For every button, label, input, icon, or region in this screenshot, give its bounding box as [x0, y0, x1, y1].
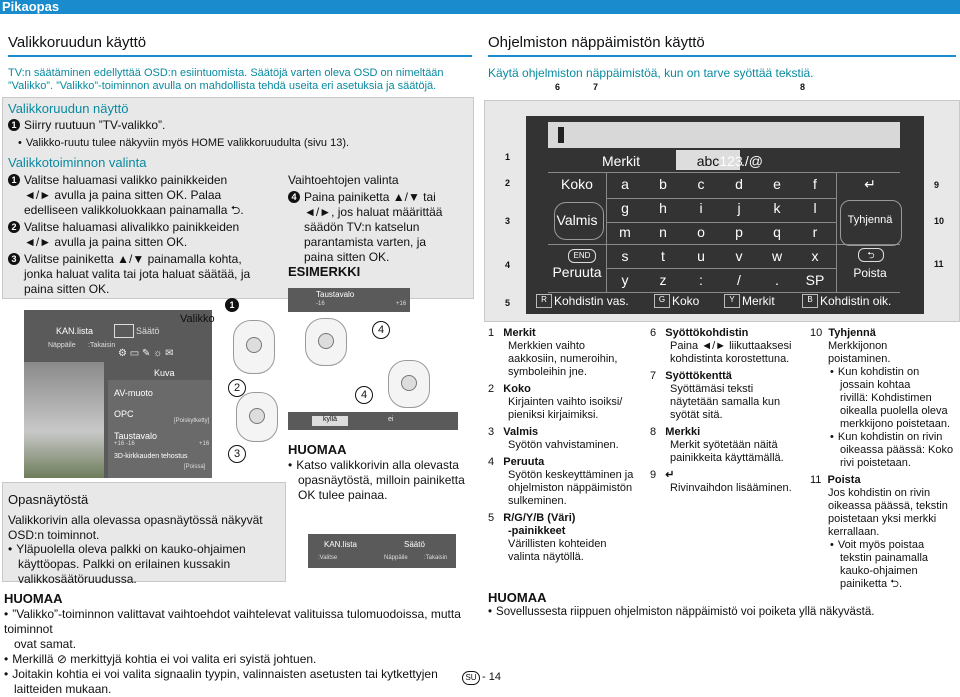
callout-number: 4	[355, 386, 373, 404]
desc-line: kerrallaan.	[828, 526, 880, 538]
callout-number: 4	[372, 321, 390, 339]
callout-1	[225, 296, 243, 314]
desc-line: sulkeminen.	[508, 495, 567, 507]
key-u[interactable]: u	[697, 248, 705, 264]
bottom-note-3a: • Joitakin kohtia ei voi valita signaalin tyypin, valinnaisten asetusten tai kytkettyjen	[4, 667, 438, 681]
kb-row-sep	[606, 198, 836, 199]
tab-symbols[interactable]: ./@	[741, 153, 763, 169]
select-title: Valikkotoiminnon valinta	[8, 155, 147, 170]
desc-line: Paina ◄/► liikuttaaksesi	[670, 340, 792, 352]
key-h[interactable]: h	[659, 200, 667, 216]
desc-line: tekstin painamalla	[840, 552, 929, 564]
desc-title: R/G/Y/B (Väri)	[503, 512, 576, 524]
right-intro: Käytä ohjelmiston näppäimistöä, kun on tarve syöttää tekstiä.	[488, 66, 814, 80]
desc-line: poistaminen.	[828, 353, 891, 365]
desc-item-4	[488, 456, 638, 469]
confirm-screen	[288, 412, 458, 430]
backlight-max: +16	[396, 301, 407, 307]
callout-number: 3	[228, 445, 246, 463]
hint-back: :Takaisin	[88, 342, 116, 349]
key-x[interactable]: x	[811, 248, 819, 264]
menu-item-picture[interactable]: Kuva	[154, 368, 175, 378]
callout-number: 2	[228, 379, 246, 397]
green-key-icon: G	[654, 294, 670, 308]
key-f[interactable]: f	[813, 176, 817, 192]
settings-icons-row: ⚙ ▭ ✎ ☼ ✉	[118, 348, 174, 359]
key-colon[interactable]: :	[699, 272, 703, 288]
desc-title: Koko	[503, 383, 531, 395]
marker-3: 3	[505, 216, 511, 226]
desc-line: Värillisten kohteiden	[508, 538, 607, 550]
yellow-key-icon: Y	[724, 294, 740, 308]
desc-num: 8	[650, 426, 657, 438]
callout-4	[372, 320, 390, 339]
key-c[interactable]: c	[697, 176, 705, 192]
ok-button-icon	[318, 333, 334, 349]
step-number-icon: 2	[8, 221, 20, 233]
step-1-line-3: edelliseen valikkoluokkaan painamalla ⮌.	[24, 203, 244, 217]
desc-title: Merkit	[503, 327, 536, 339]
desc-item-3	[488, 426, 638, 439]
note-line-2: opasnäytöstä, milloin painiketta	[298, 473, 465, 487]
backlight-screen	[288, 288, 410, 312]
desc-title: Peruuta	[503, 456, 545, 468]
ok-button-icon	[401, 375, 417, 391]
options-step-4	[288, 190, 473, 265]
step-4-line-4: parantamista varten, ja	[304, 235, 427, 249]
key-z[interactable]: z	[659, 272, 667, 288]
step-number-icon: 4	[288, 191, 300, 203]
guide-back: :Takaisin	[424, 555, 448, 561]
page-number: - 14	[482, 671, 501, 683]
step-4-line-1: Paina painiketta ▲/▼ tai	[304, 190, 436, 204]
desc-line: painiketta ⮌.	[840, 578, 903, 590]
display-bullet: • Valikko-ruutu tulee näkyviin myös HOME valikkoruudulta (sivu 13).	[18, 137, 349, 150]
key-space[interactable]: SP	[805, 272, 825, 288]
desc-num: 3	[488, 426, 495, 438]
step-number-icon: 1	[8, 174, 20, 186]
step-2-line-1: Valitse haluamasi alivalikko painikkeiden	[24, 220, 240, 234]
desc-item-7	[650, 370, 805, 383]
key-s[interactable]: s	[621, 248, 629, 264]
desc-title: -painikkeet	[508, 525, 566, 537]
key-delete[interactable]: Poista	[853, 266, 887, 280]
callout-3	[228, 444, 246, 463]
step-3-line-1: Valitse painiketta ▲/▼ painamalla kohta,	[24, 252, 242, 266]
desc-num: 6	[650, 327, 657, 339]
footer-size[interactable]: Koko	[672, 294, 700, 308]
desc-col-2	[650, 327, 805, 495]
marker-10: 10	[934, 216, 945, 226]
guide-screen	[308, 534, 456, 568]
right-note-title: HUOMAA	[488, 590, 547, 605]
left-title: Valikkoruudun käyttö	[8, 34, 147, 51]
desc-item-1	[488, 327, 638, 340]
section-title: Pikaopas	[2, 0, 60, 14]
desc-line: Merkkien vaihto	[508, 340, 586, 352]
desc-line: • Kun kohdistin on rivin	[810, 431, 960, 444]
marker-9: 9	[934, 180, 940, 190]
key-y[interactable]: y	[621, 272, 629, 288]
bottom-note-3b: laitteiden mukaan.	[14, 682, 112, 696]
back-icon: ⮌	[858, 248, 884, 262]
marker-1: 1	[505, 152, 511, 162]
key-peruuta[interactable]: Peruuta	[552, 264, 602, 280]
guide-bullet-line-1: • Yläpuolella oleva palkki on kauko-ohjaimen	[8, 542, 246, 556]
guide-bullet	[8, 542, 278, 587]
left-rule	[8, 55, 472, 57]
key-g[interactable]: g	[621, 200, 629, 216]
3d-value: [Poissa]	[184, 464, 206, 470]
bottom-note-1a: • ”Valikko”-toiminnon valittavat vaihtoehdot vaihtelevat valituissa tulomuodoissa, mutta toiminnot	[4, 607, 461, 636]
input-field[interactable]	[548, 122, 900, 148]
step-3-line-2: jonka haluat valita tai jota haluat säätää, ja	[24, 267, 251, 281]
no-button[interactable]: ei	[388, 416, 394, 423]
desc-line: pieniksi kirjaimiksi.	[508, 409, 599, 421]
desc-line: merkkijono poistetaan.	[840, 418, 951, 430]
desc-line: syötät sitä.	[670, 409, 723, 421]
bottom-note-1b: ovat samat.	[14, 637, 77, 651]
step-number-icon: 3	[8, 253, 20, 265]
select-step-3	[8, 252, 288, 297]
key-r[interactable]: r	[812, 224, 818, 240]
tab-123[interactable]: 123	[719, 153, 743, 169]
callout-number: 1	[225, 298, 239, 312]
footer-cursor-right[interactable]: Kohdistin oik.	[820, 294, 892, 308]
desc-num: 10	[810, 327, 823, 339]
display-title: Valikkoruudun näyttö	[8, 101, 129, 116]
menu-item-opc[interactable]: OPC	[114, 409, 134, 419]
desc-line: Syötön keskeyttäminen ja	[508, 469, 634, 481]
guide-tab-channels: KAN.lista	[324, 540, 357, 549]
backlight-scale-a: +16	[114, 441, 125, 447]
desc-item-11	[810, 474, 960, 487]
key-d[interactable]: d	[735, 176, 743, 192]
desc-item-10	[810, 327, 960, 340]
right-rule	[488, 55, 956, 57]
marker-2: 2	[505, 178, 511, 188]
key-v[interactable]: v	[735, 248, 743, 264]
desc-line: rivillä: Kohdistimen	[840, 392, 932, 404]
right-title: Ohjelmiston näppäimistön käyttö	[488, 34, 705, 51]
key-e[interactable]: e	[773, 176, 781, 192]
menu-label: Valikko	[180, 313, 215, 325]
desc-line: Merkit syötetään näitä	[670, 439, 778, 451]
desc-line: rivi poistetaan.	[840, 457, 911, 469]
language-badge: SU	[462, 671, 480, 685]
desc-line: oikeassa päässä, tekstin	[828, 500, 948, 512]
options-title: Vaihtoehtojen valinta	[288, 173, 399, 187]
desc-num: 9	[650, 469, 657, 481]
key-a[interactable]: a	[621, 176, 629, 192]
input-cursor	[558, 127, 564, 143]
desc-line: Merkkijonon	[828, 340, 888, 352]
step-number-icon: 1	[8, 119, 20, 131]
tab-abc[interactable]: abc	[696, 153, 720, 169]
desc-num: 7	[650, 370, 657, 382]
kb-row-sep	[548, 292, 900, 293]
desc-col-1	[488, 327, 638, 564]
desc-num: 11	[810, 474, 822, 486]
key-i[interactable]: i	[699, 200, 703, 216]
guide-ok: Näppäile	[384, 555, 408, 561]
desc-line: kohdistinta korostettuna.	[670, 353, 790, 365]
guide-title: Opasnäytöstä	[8, 492, 89, 507]
header-band	[0, 0, 960, 14]
key-w[interactable]: w	[771, 248, 783, 264]
red-key-icon: R	[536, 294, 552, 308]
key-b[interactable]: b	[659, 176, 667, 192]
bottom-note-title: HUOMAA	[4, 591, 63, 606]
left-intro-1: TV:n säätäminen edellyttää OSD:n esiintuomista. Säätöjä varten oleva OSD on nimeltään	[8, 67, 444, 79]
marker-5: 5	[505, 298, 511, 308]
desc-line: Kirjainten vaihto isoiksi/	[508, 396, 623, 408]
opc-value: [Poiskytketty]	[174, 418, 210, 424]
desc-item-5	[488, 512, 638, 525]
guide-text-1: Valikkorivin alla olevassa opasnäytössä näkyvät	[8, 513, 263, 527]
desc-title: Merkki	[665, 426, 701, 438]
desc-line: • Voit myös poistaa	[810, 539, 960, 552]
desc-title: Poista	[827, 474, 861, 486]
yes-button[interactable]: kyllä	[312, 416, 348, 426]
key-n[interactable]: n	[659, 224, 667, 240]
step-1-line-1: Valitse haluamasi valikko painikkeiden	[24, 173, 228, 187]
hint-ok: Näppäile	[48, 342, 76, 349]
key-k[interactable]: k	[773, 200, 781, 216]
software-keyboard	[526, 116, 924, 314]
tab-settings: Säätö	[136, 326, 160, 336]
menu-item-av-mode[interactable]: AV-muoto	[114, 388, 153, 398]
key-clear[interactable]: Tyhjennä	[847, 214, 893, 226]
desc-line: oikealla puolella oleva	[840, 405, 948, 417]
desc-title: Syöttökenttä	[665, 370, 732, 382]
left-intro-2: ”Valikko”. ”Valikko”-toiminnon avulla on mahdollista tehdä useita eri asetuksia ja säätöjä.	[8, 80, 437, 92]
guide-select: :Valitse	[318, 555, 338, 561]
step-1-line-2: ◄/► avulla ja paina sitten OK. Palaa	[24, 188, 222, 202]
desc-line: kauko-ohjaimen	[840, 565, 918, 577]
desc-item-2	[488, 383, 638, 396]
end-badge: END	[568, 249, 596, 263]
desc-num: 1	[488, 327, 495, 339]
kb-row-sep	[606, 268, 836, 269]
key-q[interactable]: q	[773, 224, 781, 240]
marker-4: 4	[505, 260, 511, 270]
note-line-3: OK tulee painaa.	[298, 488, 388, 502]
display-step-1	[8, 118, 165, 133]
marker-6: 6	[555, 82, 561, 92]
guide-text-2: OSD:n toiminnot.	[8, 528, 100, 542]
note-line-1: • Katso valikkorivin alla olevasta	[288, 458, 459, 472]
key-koko[interactable]: Koko	[561, 176, 593, 192]
backlight-label: Taustavalo	[316, 290, 355, 299]
desc-line: Syöttämäsi teksti	[670, 383, 754, 395]
desc-num: 4	[488, 456, 495, 468]
remote-nav-icon	[236, 392, 278, 442]
landscape-image	[24, 362, 104, 478]
desc-title: Tyhjennä	[828, 327, 876, 339]
desc-line: näytetään samalla kun	[670, 396, 781, 408]
desc-col-3	[810, 327, 960, 591]
guide-tab-settings: Säätö	[404, 540, 425, 549]
ok-button-icon	[246, 337, 262, 353]
desc-line: aakkosiin, numeroihin,	[508, 353, 618, 365]
guide-bullet-line-2: käyttöopas. Palkki on erilainen kussakin	[18, 557, 231, 571]
select-step-2	[8, 220, 278, 250]
key-t[interactable]: t	[661, 248, 665, 264]
desc-item-9	[650, 469, 805, 482]
key-j[interactable]: j	[737, 200, 741, 216]
desc-line: Rivinvaihdon lisääminen.	[670, 482, 792, 494]
marker-11: 11	[934, 259, 944, 269]
step-4-line-2: ◄/►, jos haluat määrittää	[304, 205, 443, 219]
tab-channels: KAN.lista	[56, 326, 94, 336]
example-label: ESIMERKKI	[288, 264, 361, 279]
desc-title: Valmis	[503, 426, 539, 438]
footer-cursor-left[interactable]: Kohdistin vas.	[554, 294, 629, 308]
remote-ok-icon-3	[388, 360, 430, 408]
callout-4b	[355, 385, 373, 404]
desc-line: jossain kohtaa	[840, 379, 911, 391]
step-4-line-5: paina sitten OK.	[304, 250, 390, 264]
remote-ok-icon-2	[305, 318, 347, 366]
key-slash[interactable]: /	[737, 272, 741, 288]
step-3-line-3: paina sitten OK.	[24, 282, 110, 296]
note-bullet	[288, 458, 473, 503]
right-note-bullet: • Sovellussesta riippuen ohjelmiston näppäimistö voi poiketa yllä näkyvästä.	[488, 606, 874, 619]
desc-line: • Kun kohdistin on	[810, 366, 960, 379]
tab-merkit[interactable]: Merkit	[601, 153, 641, 169]
blue-key-icon: B	[802, 294, 818, 308]
desc-line: symboleihin jne.	[508, 366, 587, 378]
desc-title: Syöttökohdistin	[665, 327, 749, 339]
desc-item-8	[650, 426, 805, 439]
enter-icon: ↵	[665, 469, 675, 481]
guide-bullet-line-3: valikkosäätöruudussa.	[18, 572, 137, 586]
desc-line: painikkeita käyttämällä.	[670, 452, 784, 464]
desc-line: Jos kohdistin on rivin	[828, 487, 931, 499]
remote-ok-icon	[233, 320, 275, 374]
settings-icon	[114, 324, 134, 338]
desc-line: oikeassa päässä: Koko	[840, 444, 954, 456]
enter-icon[interactable]: ↵	[864, 176, 876, 192]
key-p[interactable]: p	[735, 224, 743, 240]
marker-8: 8	[800, 82, 806, 92]
backlight-scale-c: +16	[199, 441, 210, 447]
marker-7: 7	[593, 82, 599, 92]
menu-item-backlight[interactable]: Taustavalo	[114, 431, 158, 441]
bottom-notes	[4, 607, 474, 697]
backlight-scale-b: -16	[126, 441, 135, 447]
note-title: HUOMAA	[288, 442, 347, 457]
key-o[interactable]: o	[697, 224, 705, 240]
desc-line: Syötön vahvistaminen.	[508, 439, 619, 451]
kb-row-sep	[606, 222, 836, 223]
menu-item-3d[interactable]: 3D-kirkkauden tehostus	[114, 453, 188, 460]
step-2-line-2: ◄/► avulla ja paina sitten OK.	[24, 235, 188, 249]
kb-row-sep	[548, 172, 900, 173]
menu-screen	[24, 310, 212, 478]
footer-chars[interactable]: Merkit	[742, 294, 775, 308]
kb-col-sep	[836, 172, 837, 292]
display-step-1-text: Siirry ruutuun ”TV-valikko”.	[24, 118, 166, 132]
desc-num: 2	[488, 383, 495, 395]
select-step-1	[8, 173, 278, 218]
desc-line: poistetaan yksi merkki	[828, 513, 937, 525]
key-m[interactable]: m	[619, 224, 631, 240]
desc-line: valinta näytöllä.	[508, 551, 584, 563]
bottom-note-2: • Merkillä ⊘ merkittyjä kohtia ei voi valita eri syistä johtuen.	[4, 652, 316, 666]
desc-line: ohjelmiston näppäimistön	[508, 482, 633, 494]
key-valmis[interactable]: Valmis	[556, 212, 598, 228]
key-l[interactable]: l	[813, 200, 817, 216]
desc-num: 5	[488, 512, 495, 524]
desc-item-6	[650, 327, 805, 340]
step-4-line-3: säädön TV:n katselun	[304, 220, 420, 234]
ok-button-icon	[249, 408, 265, 424]
backlight-min: -16	[316, 301, 325, 307]
key-period[interactable]: .	[775, 272, 779, 288]
